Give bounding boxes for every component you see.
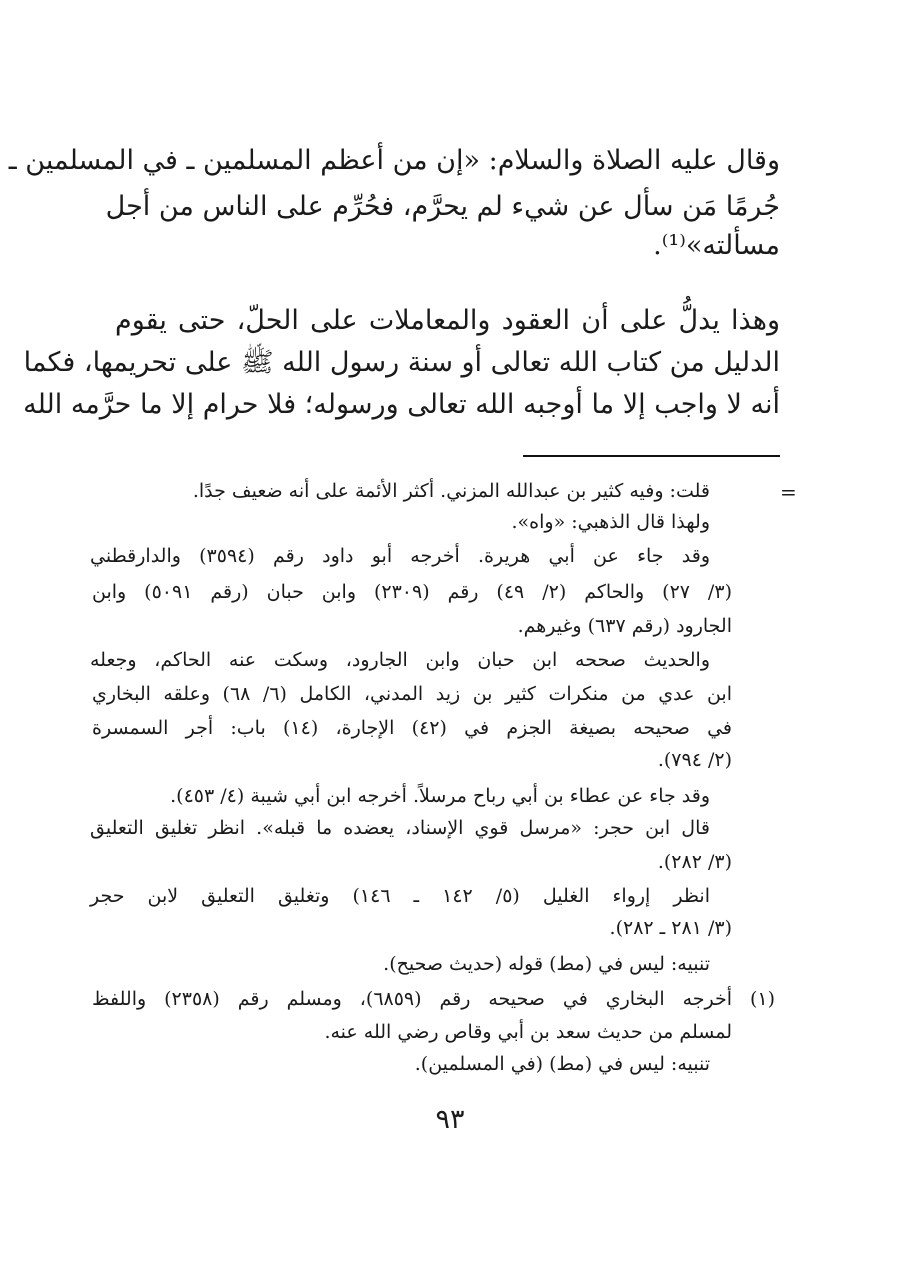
footnote-continuation-mark: = [780,480,797,504]
footnote-line-15: تنبيه: ليس في (مط) قوله (حديث صحيح). [383,953,710,975]
footnote-line-4: (٣/ ٢٧) والحاكم (٢/ ٤٩) رقم (٢٣٠٩) وابن حبان (رقم ٥٠٩١) وابن [92,581,732,603]
footnote-line-11: قال ابن حجر: «مرسل قوي الإسناد، يعضده ما قبله». انظر تغليق التعليق [90,817,710,839]
main-text-line-5: الدليل من كتاب الله تعالى أو سنة رسول الله ﷺ على تحريمها، فكما [23,347,780,378]
main-text-line-6: أنه لا واجب إلا ما أوجبه الله تعالى ورسوله؛ فلا حرام إلا ما حرَّمه الله [23,389,780,420]
main-text-line-4: وهذا يدلُّ على أن العقود والمعاملات على الحلّ، حتى يقوم [115,305,780,336]
footnote-line-9: (٢/ ٧٩٤). [657,749,732,771]
footnote-line-13: انظر إرواء الغليل (٥/ ١٤٢ ـ ١٤٦) وتغليق التعليق لابن حجر [90,885,710,907]
footnote-line-2: ولهذا قال الذهبي: «واه». [511,511,710,533]
main-text-line-1: وقال عليه الصلاة والسلام: «إن من أعظم المسلمين ـ في المسلمين ـ [8,145,780,176]
footnote-line-12: (٣/ ٢٨٢). [657,851,732,873]
footnote-line-10: وقد جاء عن عطاء بن أبي رباح مرسلاً. أخرجه ابن أبي شيبة (٤/ ٤٥٣). [170,785,710,807]
footnote-separator [523,455,780,457]
main-text-line-2: جُرمًا مَن سأل عن شيء لم يحرَّم، فحُرِّم على الناس من أجل [105,191,780,222]
footnote-number: (١) [749,988,776,1010]
footnote-line-16: أخرجه البخاري في صحيحه رقم (٦٨٥٩)، ومسلم رقم (٢٣٥٨) واللفظ [92,988,733,1010]
footnote-line-17: لمسلم من حديث سعد بن أبي وقاص رضي الله عنه. [324,1021,732,1043]
footnote-line-3: وقد جاء عن أبي هريرة. أخرجه أبو داود رقم (٣٥٩٤) والدارقطني [90,545,710,567]
footnote-line-14: (٣/ ٢٨١ ـ ٢٨٢). [609,917,732,939]
footnote-line-5: الجارود (رقم ٦٣٧) وغيرهم. [517,615,732,637]
footnote-line-18: تنبيه: ليس في (مط) (في المسلمين). [414,1053,710,1075]
footnote-line-7: ابن عدي من منكرات كثير بن زيد المدني، الكامل (٦/ ٦٨) وعلقه البخاري [92,683,732,705]
footnote-line-8: في صحيحه بصيغة الجزم في (٤٢) الإجارة، (١٤) باب: أجر السمسرة [92,717,732,739]
footnote-line-6: والحديث صححه ابن حبان وابن الجارود، وسكت عنه الحاكم، وجعله [90,649,710,671]
main-text-line-3: مسألته»⁽¹⁾. [653,230,780,261]
footnote-line-1: قلت: وفيه كثير بن عبدالله المزني. أكثر الأئمة على أنه ضعيف جدًا. [192,480,710,502]
page-number: ٩٣ [435,1104,465,1135]
